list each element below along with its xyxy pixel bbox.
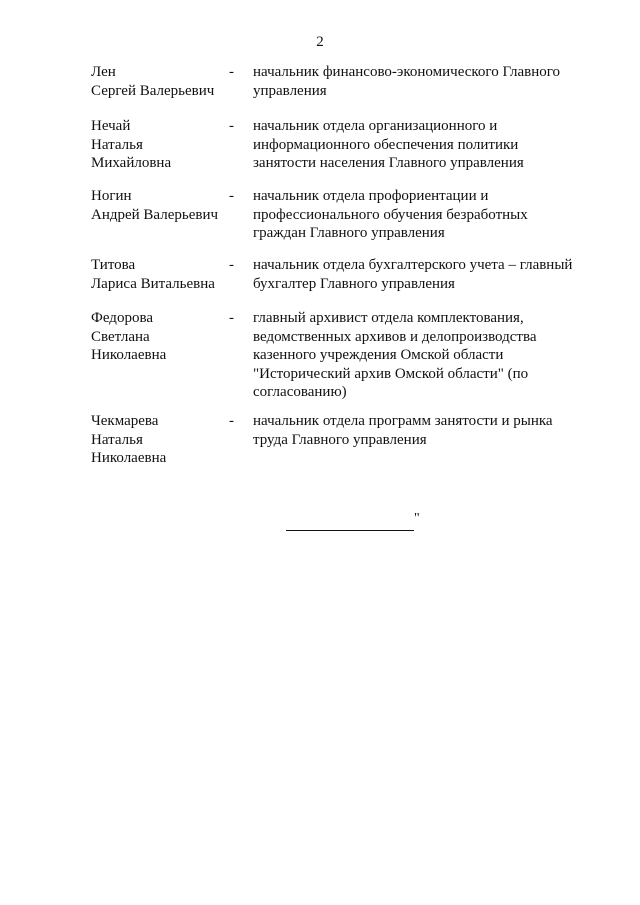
position-line: казенного учреждения Омской области [253,347,504,363]
separator-dash: - [229,413,234,429]
name-line: Сергей Валерьевич [91,82,215,99]
person-position [253,187,598,243]
position-line: профессионального обучения безработных [253,206,528,223]
person-name [91,309,231,365]
name-line: Лариса Витальевна [91,275,215,292]
person-name [91,256,231,293]
position-line: начальник отдела программ занятости и рынка [253,413,553,429]
position-line: управления [253,82,327,99]
name-line: Николаевна [91,347,167,363]
closing-quote: " [414,511,420,526]
name-line: Светлана [91,328,150,345]
position-line: информационного обеспечения политики [253,136,519,153]
name-line: Николаевна [91,450,167,466]
position-line: граждан Главного управления [253,225,445,241]
person-name [91,63,231,100]
position-line: начальник финансово-экономического Главного [253,64,561,80]
closing-line [286,530,414,531]
name-line: Наталья [91,431,143,448]
separator-dash: - [229,257,234,273]
page-number: 2 [316,34,324,50]
position-line: труда Главного управления [253,431,427,448]
position-line: начальник отдела профориентации и [253,188,489,204]
position-line: бухгалтер Главного управления [253,275,455,292]
person-position [253,412,598,449]
position-line: "Исторический архив Омской области" (по [253,365,529,382]
name-line: Титова [91,257,136,273]
person-position [253,117,598,173]
name-line: Лен [91,64,116,80]
name-line: Нечай [91,118,131,134]
name-line: Андрей Валерьевич [91,206,219,223]
name-line: Чекмарева [91,413,159,429]
position-line: главный архивист отдела комплектования, [253,310,524,326]
position-line: занятости населения Главного управления [253,155,524,171]
position-line: ведомственных архивов и делопроизводства [253,328,537,345]
position-line: начальник отдела бухгалтерского учета – главный [253,257,573,273]
person-position [253,309,598,402]
name-line: Федорова [91,310,153,326]
separator-dash: - [229,64,234,80]
name-line: Михайловна [91,155,172,171]
name-line: Наталья [91,136,143,153]
separator-dash: - [229,188,234,204]
position-line: начальник отдела организационного и [253,118,498,134]
person-position [253,63,598,100]
person-name [91,117,231,173]
person-position [253,256,598,293]
person-name [91,187,231,224]
person-name [91,412,231,468]
position-line: согласованию) [253,384,347,400]
separator-dash: - [229,118,234,134]
name-line: Ногин [91,188,132,204]
separator-dash: - [229,310,234,326]
